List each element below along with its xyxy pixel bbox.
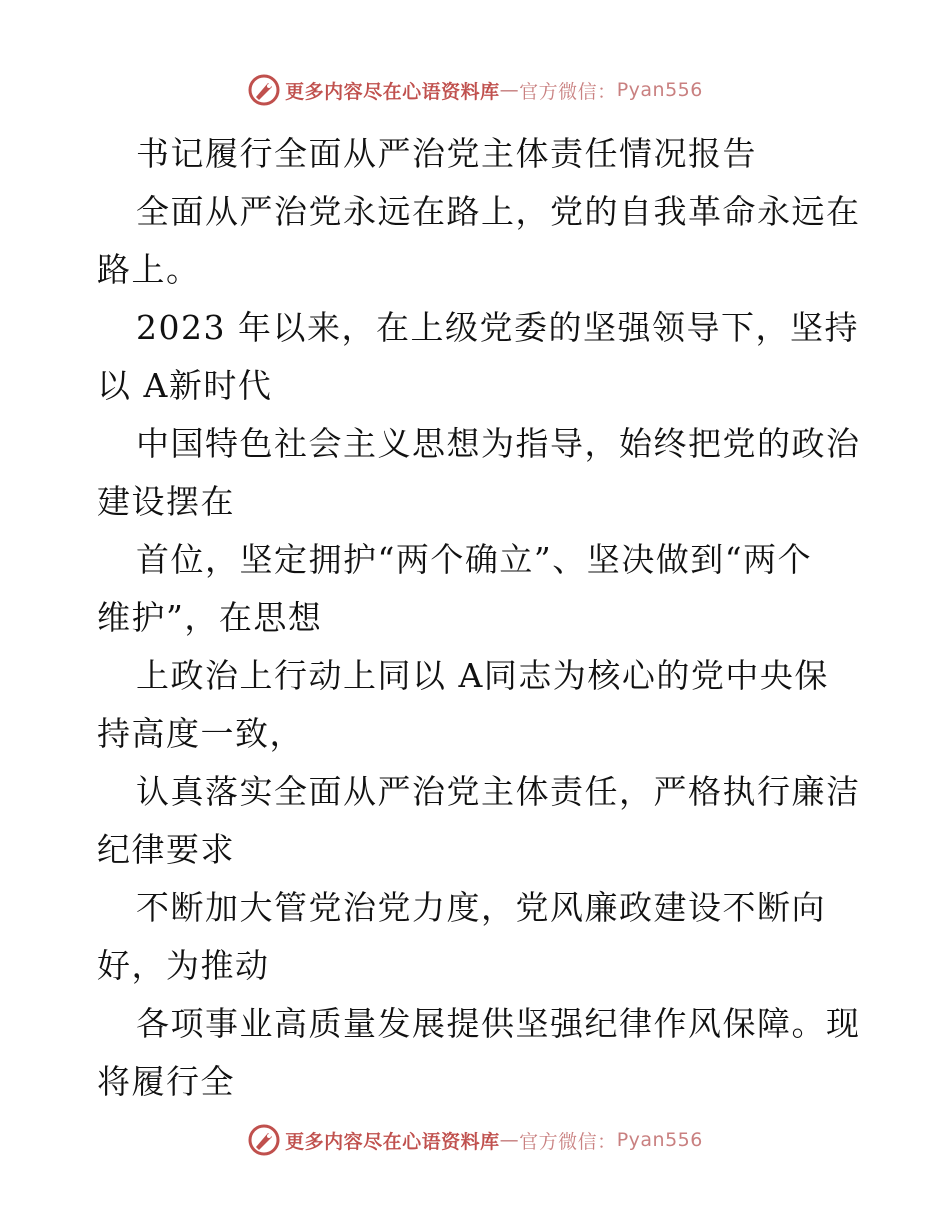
footer-watermark	[0, 1120, 950, 1160]
paragraph-line: 维护”，在思想	[97, 598, 323, 637]
pen-nib-logo-icon	[247, 1123, 281, 1157]
paragraph-line: 2023 年以来，在上级党委的坚强领导下，坚持	[136, 308, 859, 347]
paragraph-line: 建设摆在	[97, 482, 235, 521]
paragraph-line: 路上。	[97, 250, 201, 289]
paragraph-line: 不断加大管党治党力度，党风廉政建设不断向	[136, 888, 826, 927]
watermark-brand-text: 更多内容尽在心语资料库	[285, 80, 500, 103]
watermark-brand-text: 更多内容尽在心语资料库	[285, 1130, 500, 1153]
paragraph-line: 上政治上行动上同以 A同志为核心的党中央保	[136, 656, 829, 695]
paragraph-line: 认真落实全面从严治党主体责任，严格执行廉洁	[136, 772, 861, 811]
pen-nib-logo-icon	[247, 73, 281, 107]
paragraph-line: 好，为推动	[97, 946, 270, 985]
paragraph-line: 持高度一致，	[97, 714, 304, 753]
paragraph-line: 以 A新时代	[97, 366, 273, 405]
watermark-wechat-id: Pyan556	[616, 1129, 703, 1151]
document-title: 书记履行全面从严治党主体责任情况报告	[136, 134, 757, 173]
watermark-separator: —	[499, 1129, 520, 1151]
paragraph-line: 中国特色社会主义思想为指导，始终把党的政治	[136, 424, 861, 463]
watermark-wechat-label: 官方微信：	[519, 80, 617, 103]
paragraph-line: 全面从严治党永远在路上，党的自我革命永远在	[136, 192, 861, 231]
watermark-wechat-id: Pyan556	[616, 79, 703, 101]
watermark-separator: —	[499, 79, 520, 101]
paragraph-line: 各项事业高质量发展提供坚强纪律作风保障。现	[136, 1004, 861, 1043]
paragraph-line: 将履行全	[97, 1062, 235, 1101]
header-watermark	[0, 70, 950, 110]
watermark-wechat-label: 官方微信：	[519, 1130, 617, 1153]
paragraph-line: 纪律要求	[97, 830, 235, 869]
paragraph-line: 首位，坚定拥护“两个确立”、坚决做到“两个	[136, 540, 813, 579]
